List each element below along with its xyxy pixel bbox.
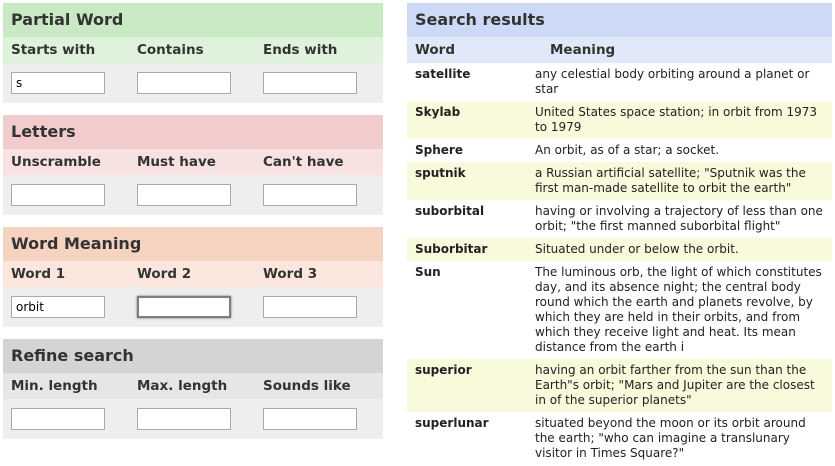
min-length-label: Min. length	[11, 378, 98, 394]
result-row	[407, 101, 832, 139]
contains-input[interactable]	[137, 72, 231, 94]
result-word[interactable]: Suborbitar	[415, 242, 488, 256]
results-list	[407, 63, 832, 465]
letters-panel	[3, 115, 383, 215]
starts-with-input[interactable]	[11, 72, 105, 94]
result-meaning: having or involving a trajectory of less than one orbit; "the first manned suborbital flight"	[535, 204, 823, 233]
unscramble-input[interactable]	[11, 184, 105, 206]
word-2-input[interactable]	[137, 296, 231, 318]
result-word[interactable]: superior	[415, 363, 472, 377]
max-length-input[interactable]	[137, 408, 231, 430]
search-results-panel	[407, 3, 832, 465]
panel-title: Letters	[3, 115, 383, 149]
result-word[interactable]: Sun	[415, 265, 441, 279]
ends-with-label: Ends with	[263, 42, 338, 58]
result-meaning: An orbit, as of a star; a socket.	[535, 143, 720, 157]
result-row	[407, 63, 832, 101]
word-meaning-panel	[3, 227, 383, 327]
result-row	[407, 200, 832, 238]
result-word[interactable]: satellite	[415, 67, 471, 81]
word-2-label: Word 2	[137, 266, 192, 282]
result-row	[407, 261, 832, 359]
refine-search-panel	[3, 339, 383, 439]
result-row	[407, 359, 832, 412]
meaning-column-header: Meaning	[550, 42, 616, 58]
result-meaning: having an orbit farther from the sun than the Earth"s orbit; "Mars and Jupiter are the closest in of the superior planets"	[535, 363, 815, 407]
word-1-label: Word 1	[11, 266, 66, 282]
sounds-like-input[interactable]	[263, 408, 357, 430]
cant-have-input[interactable]	[263, 184, 357, 206]
contains-label: Contains	[137, 42, 204, 58]
word-1-input[interactable]	[11, 296, 105, 318]
result-row	[407, 238, 832, 261]
search-form	[3, 3, 383, 451]
ends-with-input[interactable]	[263, 72, 357, 94]
word-column-header: Word	[415, 42, 456, 58]
partial-word-panel	[3, 3, 383, 103]
result-meaning: Situated under or below the orbit.	[535, 242, 739, 256]
panel-title: Refine search	[3, 339, 383, 373]
result-word[interactable]: Sphere	[415, 143, 463, 157]
result-row	[407, 162, 832, 200]
unscramble-label: Unscramble	[11, 154, 101, 170]
result-row	[407, 139, 832, 162]
max-length-label: Max. length	[137, 378, 228, 394]
result-word[interactable]: suborbital	[415, 204, 485, 218]
result-word[interactable]: superlunar	[415, 416, 489, 430]
panel-title: Partial Word	[3, 3, 383, 37]
result-meaning: situated beyond the moon or its orbit around the earth; "who can imagine a translunary visitor in Times Square?"	[535, 416, 806, 460]
result-meaning: a Russian artificial satellite; "Sputnik was the first man-made satellite to orbit the earth"	[535, 166, 806, 195]
results-header	[407, 37, 832, 63]
panel-title: Word Meaning	[3, 227, 383, 261]
result-word[interactable]: sputnik	[415, 166, 466, 180]
result-word[interactable]: Skylab	[415, 105, 461, 119]
result-meaning: any celestial body orbiting around a planet or star	[535, 67, 810, 96]
sounds-like-label: Sounds like	[263, 378, 351, 394]
results-title: Search results	[407, 3, 832, 37]
result-meaning: The luminous orb, the light of which constitutes day, and its absence night; the central body round which the earth and planets revolve, by which they are held in their orbits, and from which they receive light and heat. Its mean distance from the earth i	[535, 265, 822, 354]
must-have-input[interactable]	[137, 184, 231, 206]
word-3-label: Word 3	[263, 266, 318, 282]
word-3-input[interactable]	[263, 296, 357, 318]
min-length-input[interactable]	[11, 408, 105, 430]
starts-with-label: Starts with	[11, 42, 96, 58]
cant-have-label: Can't have	[263, 154, 344, 170]
result-row	[407, 412, 832, 465]
must-have-label: Must have	[137, 154, 216, 170]
result-meaning: United States space station; in orbit from 1973 to 1979	[535, 105, 818, 134]
